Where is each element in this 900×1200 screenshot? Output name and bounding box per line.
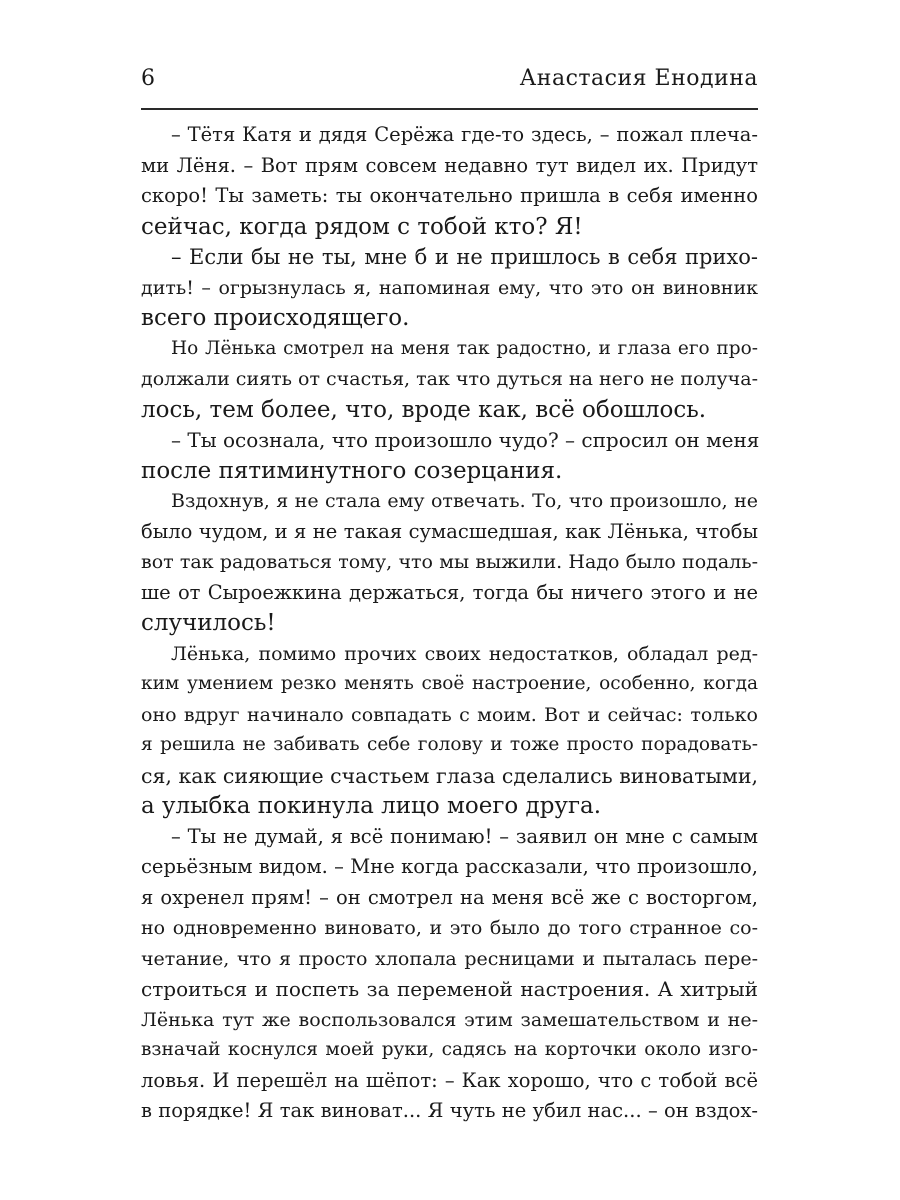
text-line: лось, тем более, что, вроде как, всё обошлось.	[141, 396, 707, 423]
running-header-author: Анастасия Енодина	[519, 66, 758, 91]
text-line: я охренел прям! – он смотрел на меня всё же с восторгом,	[141, 885, 758, 909]
text-line: ся, как сияющие счастьем глаза сделались виноватыми,	[141, 763, 758, 788]
text-line: сейчас, когда рядом с тобой кто? Я!	[141, 213, 583, 240]
text-line: ловья. И перешёл на шёпот: – Как хорошо, что с тобой всё	[141, 1068, 758, 1092]
text-line: строиться и поспеть за переменой настроения. А хитрый	[141, 977, 758, 1001]
text-line: взначай коснулся моей руки, садясь на корточки около изго-	[141, 1039, 758, 1060]
text-line: Вздохнув, я не стала ему отвечать. То, что произошло, не	[171, 490, 758, 512]
text-line: всего происходящего.	[141, 305, 410, 331]
text-line: ше от Сыроежкина держаться, тогда бы ничего этого и не	[141, 580, 758, 604]
text-line: но одновременно виновато, и это было до того странное со-	[141, 917, 758, 939]
text-line: в порядке! Я так виноват... Я чуть не убил нас... – он вздох-	[141, 1099, 758, 1122]
body-text	[141, 120, 758, 1127]
text-line: а улыбка покинула лицо моего друга.	[141, 793, 602, 819]
text-line: оно вдруг начинало совпадать с моим. Вот и сейчас: только	[141, 703, 758, 726]
text-line: – Ты не думай, я всё понимаю! – заявил он мне с самым	[171, 824, 758, 848]
text-line: ми Лёня. – Вот прям совсем недавно тут видел их. Придут	[141, 153, 758, 177]
page-number: 6	[141, 66, 156, 91]
text-line: было чудом, и я не такая сумасшедшая, как Лёнька, чтобы	[141, 519, 758, 543]
text-line: – Тётя Катя и дядя Серёжа где-то здесь, – пожал плеча-	[171, 123, 758, 146]
text-line: ким умением резко менять своё настроение, особенно, когда	[141, 673, 758, 694]
text-line: Лёнька тут же воспользовался этим замешательством и не-	[141, 1008, 758, 1031]
text-line: – Если бы не ты, мне б и не пришлось в себя прихо-	[171, 245, 758, 269]
text-line: Лёнька, помимо прочих своих недостатков, обладал ред-	[171, 642, 758, 665]
text-line: серьёзным видом. – Мне когда рассказали, что произошло,	[141, 855, 758, 878]
running-header	[141, 66, 758, 91]
text-line: скоро! Ты заметь: ты окончательно пришла в себя именно	[141, 184, 758, 207]
text-line: Но Лёнька смотрел на меня так радостно, и глаза его про-	[171, 337, 758, 359]
text-line: должали сиять от счастья, так что дуться на него не получа-	[141, 368, 758, 390]
header-rule	[141, 108, 758, 110]
text-line: после пятиминутного созерцания.	[141, 457, 563, 484]
text-line: дить! – огрызнулась я, напоминая ему, что это он виновник	[141, 276, 758, 299]
text-line: случилось!	[141, 610, 276, 636]
text-line: я решила не забивать себе голову и тоже просто порадовать-	[141, 734, 758, 755]
text-line: – Ты осознала, что произошло чудо? – спросил он меня	[171, 428, 760, 452]
text-line: четание, что я просто хлопала ресницами и пыталась пере-	[141, 947, 758, 970]
text-line: вот так радоваться тому, что мы выжили. Надо было подаль-	[141, 551, 758, 573]
